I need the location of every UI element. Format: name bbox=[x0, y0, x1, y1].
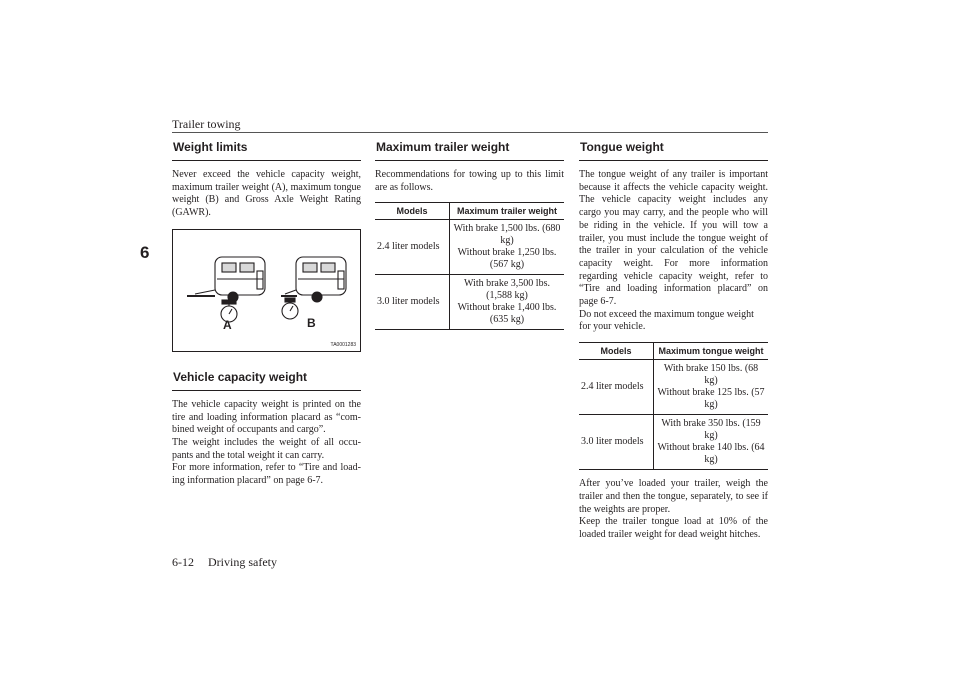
weight-line: Without brake 1,400 lbs. (635 kg) bbox=[457, 302, 557, 326]
weight-cell bbox=[450, 220, 565, 275]
vehicle-capacity-paragraph: For more information, refer to “Tire and load-ing information placard” on page 6-7. bbox=[172, 462, 361, 487]
weight-line: Without brake 125 lbs. (57 kg) bbox=[657, 387, 765, 411]
model-cell: 3.0 liter models bbox=[579, 415, 654, 470]
tongue-after-paragraph: Keep the trailer tongue load at 10% of the loaded trailer weight for dead weight hitches. bbox=[579, 516, 768, 540]
table-header-row bbox=[375, 203, 564, 220]
section-title-max-trailer: Maximum trailer weight bbox=[375, 136, 564, 161]
running-header-title: Trailer towing bbox=[172, 117, 241, 131]
column-header: Models bbox=[375, 203, 450, 220]
tongue-paragraph: Do not exceed the maximum tongue weight for your vehicle. bbox=[579, 308, 754, 333]
tongue-paragraph: The tongue weight of any trailer is important because it affects the vehicle capacity weight. The vehicle capacity weight includes any cargo you may carry, and the people who will be riding in the vehicle. If you will tow a trailer, you must include the tongue weight of the trailer in your calculation of the vehicle capacity weight. For more information regarding vehicle capacity weight, refer to “Tire and loading information placard” on page 6-7. bbox=[579, 169, 768, 308]
weight-line: With brake 150 lbs. (68 kg) bbox=[663, 363, 759, 387]
model-cell: 2.4 liter models bbox=[375, 220, 450, 275]
vehicle-capacity-paragraph: The weight includes the weight of all occu-pants and the total weight it can carry. bbox=[172, 436, 361, 461]
figure-label-b: B bbox=[307, 315, 316, 330]
weight-line: Without brake 1,250 lbs. (567 kg) bbox=[457, 247, 557, 271]
weight-line: With brake 350 lbs. (159 kg) bbox=[661, 418, 761, 442]
section-title-vehicle-capacity: Vehicle capacity weight bbox=[172, 366, 361, 391]
weight-line: Without brake 140 lbs. (64 kg) bbox=[657, 442, 765, 466]
column-middle bbox=[375, 136, 564, 330]
max-trailer-intro: Recommendations for towing up to this limit are as follows. bbox=[375, 169, 564, 193]
figure-label-a: A bbox=[223, 317, 232, 332]
column-left bbox=[172, 136, 361, 488]
trailer-scale-illustration bbox=[172, 229, 361, 352]
trailer-scale-drawing bbox=[173, 230, 360, 351]
table-row bbox=[375, 220, 564, 275]
model-cell: 3.0 liter models bbox=[375, 275, 450, 330]
page-number: 6-12 bbox=[172, 555, 194, 569]
table-header-row bbox=[579, 343, 768, 360]
weight-cell bbox=[450, 275, 565, 330]
chapter-number-tab: 6 bbox=[140, 243, 150, 262]
footer-section: Driving safety bbox=[208, 555, 277, 569]
column-header: Maximum tongue weight bbox=[654, 343, 769, 360]
column-header: Models bbox=[579, 343, 654, 360]
model-cell: 2.4 liter models bbox=[579, 360, 654, 415]
header-rule bbox=[172, 132, 768, 133]
weight-cell bbox=[654, 415, 769, 470]
figure-code: TA0001283 bbox=[330, 341, 356, 348]
section-title-tongue-weight: Tongue weight bbox=[579, 136, 768, 161]
max-trailer-table bbox=[375, 202, 564, 330]
weight-limits-text: Never exceed the vehicle capacity weight, maximum trailer weight (A), maximum tongue weight (B) and Gross Axle Weight Rating (GAWR). bbox=[172, 169, 361, 219]
page-footer bbox=[172, 555, 277, 570]
weight-line: With brake 1,500 lbs. (680 kg) bbox=[453, 223, 561, 247]
section-title-weight-limits: Weight limits bbox=[172, 136, 361, 161]
weight-line: With brake 3,500 lbs. (1,588 kg) bbox=[464, 278, 550, 302]
table-row bbox=[375, 275, 564, 330]
column-header: Maximum trailer weight bbox=[450, 203, 565, 220]
column-right bbox=[579, 136, 768, 542]
tongue-after-paragraph: After you’ve loaded your trailer, weigh the trailer and then the tongue, separately, to see if the weights are proper. bbox=[579, 478, 768, 515]
weight-cell bbox=[654, 360, 769, 415]
vehicle-capacity-paragraph: The vehicle capacity weight is printed on the tire and loading information placard as “com-bined weight of occupants and cargo”. bbox=[172, 398, 361, 436]
table-row bbox=[579, 360, 768, 415]
table-row bbox=[579, 415, 768, 470]
max-tongue-table bbox=[579, 342, 768, 470]
